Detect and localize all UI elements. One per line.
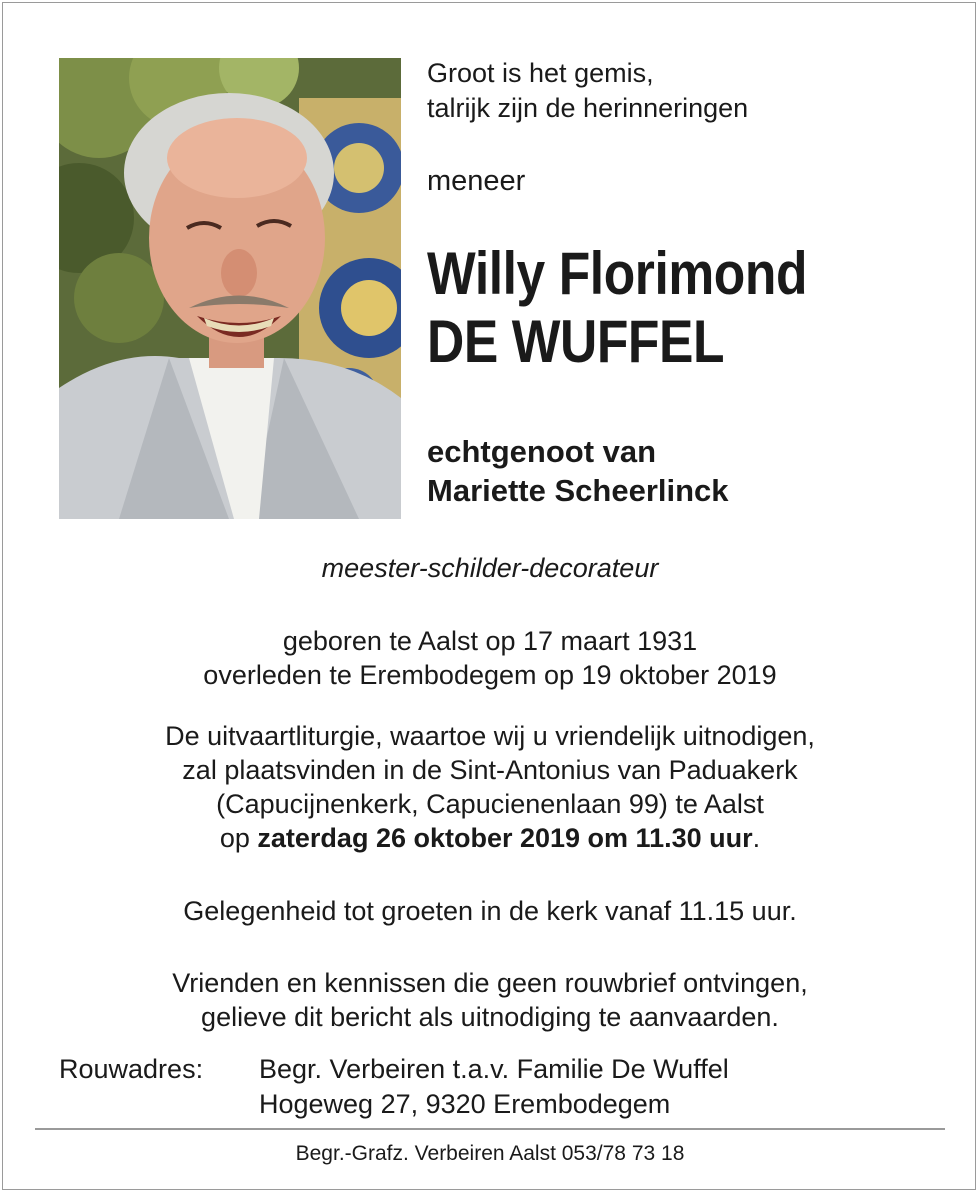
address-line-2: Hogeweg 27, 9320 Erembodegem bbox=[259, 1089, 671, 1119]
death-line: overleden te Erembodegem op 19 oktober 2019 bbox=[203, 660, 777, 690]
deceased-name bbox=[427, 240, 807, 376]
life-dates bbox=[0, 624, 980, 692]
ceremony-line-2: zal plaatsvinden in de Sint-Antonius van Paduakerk bbox=[182, 755, 798, 785]
greeting-info: Gelegenheid tot groeten in de kerk vanaf 11.15 uur. bbox=[183, 896, 797, 926]
ceremony-date-prefix: op bbox=[219, 823, 250, 853]
ceremony-line-1: De uitvaartliturgie, waartoe wij u vriendelijk uitnodigen, bbox=[165, 721, 815, 751]
invitation-line-1: Vrienden en kennissen die geen rouwbrief ontvingen, bbox=[172, 968, 808, 998]
ceremony-datetime: zaterdag 26 oktober 2019 om 11.30 uur bbox=[257, 823, 753, 853]
ceremony-date-suffix: . bbox=[752, 823, 761, 853]
spouse-text bbox=[427, 432, 729, 510]
profession: meester-schilder-decorateur bbox=[321, 553, 659, 583]
address-line-1: Begr. Verbeiren t.a.v. Familie De Wuffel bbox=[259, 1054, 729, 1084]
footer-divider bbox=[35, 1128, 945, 1130]
surname: DE WUFFEL bbox=[427, 308, 725, 375]
first-names: Willy Florimond bbox=[427, 240, 808, 307]
spouse-line-1: echtgenoot van bbox=[427, 434, 657, 469]
invitation-line-2: gelieve dit bericht als uitnodiging te aanvaarden. bbox=[201, 1002, 779, 1032]
spouse-line-2: Mariette Scheerlinck bbox=[427, 473, 729, 508]
intro-line-2: talrijk zijn de herinneringen bbox=[427, 93, 749, 123]
address-value bbox=[259, 1052, 729, 1122]
honorific: meneer bbox=[427, 165, 526, 197]
invitation-note bbox=[0, 966, 980, 1034]
ceremony-details bbox=[0, 719, 980, 855]
funeral-home-footer: Begr.-Grafz. Verbeiren Aalst 053/78 73 18 bbox=[295, 1142, 685, 1165]
portrait-photo bbox=[59, 58, 401, 519]
ceremony-line-3: (Capucijnenkerk, Capucienenlaan 99) te Aalst bbox=[216, 789, 764, 819]
ceremony-line-4 bbox=[0, 821, 980, 855]
address-label: Rouwadres: bbox=[59, 1054, 204, 1084]
intro-line-1: Groot is het gemis, bbox=[427, 58, 654, 88]
birth-line: geboren te Aalst op 17 maart 1931 bbox=[282, 626, 698, 656]
intro-text bbox=[427, 56, 748, 126]
